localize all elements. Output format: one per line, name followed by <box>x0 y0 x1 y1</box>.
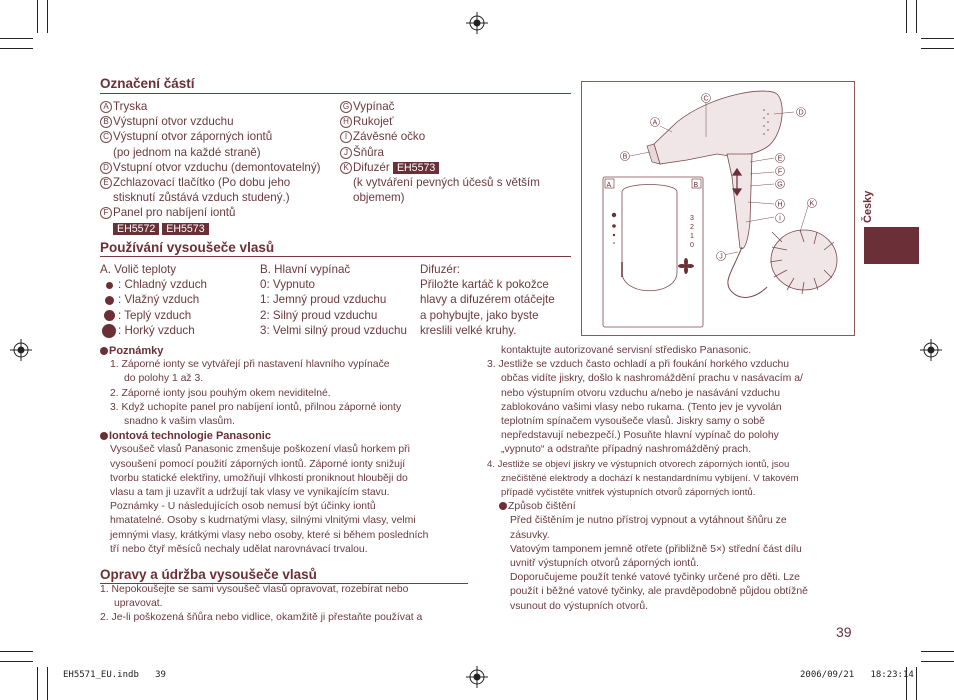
fig-scale-2: 2 <box>690 224 694 231</box>
footer-time: 18:23:14 <box>870 670 914 680</box>
section-title-usage: Používání vysoušeče vlasů <box>100 240 275 255</box>
crop-mark <box>0 661 33 662</box>
fig-label-b: B <box>622 153 628 161</box>
text-line: 4. Jestliže se objeví jiskry ve výstupních otvorech záporných iontů, jsou <box>487 458 790 470</box>
fig-label-k: K <box>809 200 815 208</box>
fig-box-b: B <box>693 182 699 189</box>
dot-medium-icon <box>105 296 114 305</box>
fig-label-g: G <box>777 181 783 189</box>
note-item: 1. Záporné ionty se vytvářejí při nastavení hlavního vypínače <box>110 359 390 371</box>
crop-mark <box>921 38 954 39</box>
letter-badge: K <box>340 162 352 174</box>
text-line: případě vyčistěte vnitřek výstupních otvorů záporných iontů. <box>501 487 756 499</box>
usage-col-switch <box>260 262 407 338</box>
crop-mark <box>916 0 917 33</box>
part-text: Vstupní otvor vzduchu (demontovatelný) <box>113 160 321 174</box>
footer-page: 39 <box>155 670 166 680</box>
language-tab <box>864 227 919 264</box>
part-text: Výstupní otvor vzduchu <box>113 115 234 129</box>
text-line: teplotním spínačem vysoušeče vlasů. Jiskry samy o sobě <box>501 416 765 428</box>
part-item <box>340 114 540 129</box>
letter-badge: D <box>100 162 112 174</box>
temp-item <box>100 323 207 338</box>
repair-item: 2. Je-li poškozená šňůra nebo vidlice, okamžitě ji přestaňte používat a <box>100 612 423 624</box>
switch-item: 1: Jemný proud vzduchu <box>260 293 387 307</box>
language-label: Česky <box>862 190 874 223</box>
crop-mark <box>37 667 38 700</box>
ion-line: tvorbu statické elektřiny, umožňují vlhkosti proniknout hlouběji do <box>110 472 408 484</box>
parts-list-right <box>340 99 540 205</box>
section-rule <box>100 256 571 257</box>
ion-title <box>100 429 428 443</box>
switch-item: 3: Velmi silný proud vzduchu <box>260 323 407 337</box>
fig-scale-3: 3 <box>690 215 694 222</box>
fig-scale-1: 1 <box>690 233 694 240</box>
crop-mark <box>921 651 954 652</box>
dot-small-icon <box>106 282 113 289</box>
text-line: znečištěné elektrody a dochází k nestandardnímu vybíjení. V takovém <box>501 472 799 484</box>
section-title-parts: Označení částí <box>100 76 195 91</box>
note-item: snadno k vašim vlasům. <box>124 416 235 428</box>
footer-datetime <box>800 670 914 680</box>
text-line: nepředstavují nebezpečí.) Posuňte hlavní vypínač do polohy <box>501 430 779 442</box>
part-item <box>100 205 321 220</box>
fig-label-c: C <box>703 95 709 103</box>
letter-badge: F <box>100 207 112 219</box>
letter-badge: I <box>340 131 352 143</box>
ion-line: tří nebo čtyř měsíců nechaly udělat narovnávací trvalou. <box>110 543 368 555</box>
diffuser-line: Difuzér: <box>420 263 460 276</box>
temp-item <box>100 292 207 307</box>
ion-line: vlasu a tam ji uzavřít a udržují tak vlasy ve vynikajícím stavu. <box>110 487 390 499</box>
registration-mark-icon <box>466 666 488 688</box>
usage-col-diffuser <box>420 262 555 338</box>
model-badge: EH5573 <box>162 223 208 235</box>
diffuser-line: Přiložte kartáč k pokožce <box>420 278 549 292</box>
temp-label: : Vlažný vzduch <box>118 293 200 307</box>
usage-col-temperature <box>100 262 207 338</box>
crop-mark <box>0 651 33 652</box>
part-text: Šňůra <box>353 145 384 159</box>
letter-badge: H <box>340 116 352 128</box>
part-item <box>100 114 321 129</box>
temp-label: : Chladný vzduch <box>118 278 207 292</box>
ion-line: Vysoušeč vlasů Panasonic zmenšuje poškození vlasů horkem při <box>110 444 410 456</box>
ion-line: hmatatelné. Osoby s kudrnatými vlasy, silnými vlnitými vlasy, velmi <box>110 515 416 527</box>
hair-dryer-figure <box>581 81 855 336</box>
temperature-title: A. Volič teploty <box>100 263 177 276</box>
part-text: Zchlazovací tlačítko (Po dobu jeho <box>113 176 291 190</box>
hair-dryer-illustration <box>582 82 854 335</box>
switch-item: 2: Silný proud vzduchu <box>260 308 378 322</box>
part-item <box>100 160 321 175</box>
part-item <box>100 129 321 144</box>
model-badge: EH5572 <box>113 223 159 235</box>
text-line: občas vidíte jiskry, došlo k nashromáždění prachu v nasávacím a/ <box>501 373 803 385</box>
diffuser-line: hlavy a difuzérem otáčejte <box>420 293 555 307</box>
footer-file <box>63 670 166 680</box>
clean-title-text: Způsob čištění <box>508 501 576 513</box>
clean-line: Doporučujeme použít tenké vatové tyčinky určené pro děti. Lze <box>510 572 800 584</box>
section-title-repair: Opravy a údržba vysoušeče vlasů <box>100 567 317 582</box>
page-number: 39 <box>836 624 852 640</box>
part-text: Tryska <box>113 100 148 113</box>
note-item: 3. Když uchopíte panel pro nabíjení iontů, přilnou záporné ionty <box>110 401 402 413</box>
crop-mark <box>0 48 33 49</box>
part-note: objemem) <box>353 191 405 205</box>
temp-item <box>100 308 207 323</box>
part-item: (po jednom na každé straně) <box>113 145 261 159</box>
letter-badge: C <box>100 131 112 143</box>
clean-title <box>487 500 808 514</box>
text-line: nebo výstupním otvoru vzduchu a/nebo je nasávání vzduchu <box>501 387 780 399</box>
temp-item <box>100 277 207 292</box>
model-badges <box>100 221 321 236</box>
crop-mark <box>37 0 38 33</box>
part-text: Difuzér <box>353 160 390 174</box>
diffuser-line: a pohybujte, jako byste <box>420 308 539 322</box>
dot-large-icon <box>104 310 115 321</box>
part-item <box>340 145 540 160</box>
bullet-icon <box>100 432 108 440</box>
part-text: Výstupní otvor záporných iontů <box>113 130 273 144</box>
part-item <box>100 99 321 114</box>
clean-line: Vatovým tamponem jemně otřete (přibližně 5×) střední část dílu <box>510 543 802 555</box>
notes-block <box>100 344 428 557</box>
part-text: Panel pro nabíjení iontů <box>113 206 236 220</box>
fig-label-f: F <box>777 168 783 176</box>
diffuser-line: kreslili velké kruhy. <box>420 323 517 337</box>
registration-mark-icon <box>466 12 488 34</box>
crop-mark <box>47 667 48 700</box>
switch-item: 0: Vypnuto <box>260 278 316 292</box>
fig-label-j: J <box>719 253 723 261</box>
crop-mark <box>0 38 33 39</box>
repair-item: upravovat. <box>114 598 163 610</box>
notes-title <box>100 344 428 358</box>
ion-line: jemnými vlasy, krátkými vlasy nebo osoby, které si během posledních <box>110 529 429 541</box>
footer-file-name: EH5571_EU.indb <box>63 670 139 680</box>
clean-line: zásuvky. <box>510 529 550 541</box>
clean-line: použít i běžné vatové tyčinky, ale pravděpodobně půjdou obtížně <box>510 586 808 598</box>
part-item <box>340 160 540 175</box>
crop-mark <box>921 48 954 49</box>
letter-badge: B <box>100 116 112 128</box>
part-text: Rukojeť <box>353 115 394 129</box>
footer-date: 2006/09/21 <box>800 670 855 680</box>
note-item: do polohy 1 až 3. <box>124 373 204 385</box>
registration-mark-icon <box>920 339 942 361</box>
registration-mark-icon <box>10 339 32 361</box>
text-line: kontaktujte autorizované servisní středisko Panasonic. <box>501 345 752 356</box>
text-line: „vypnuto“ a odstraňte případný nashromážděný prach. <box>501 444 752 456</box>
fig-label-a: A <box>652 119 658 127</box>
section-rule <box>100 93 571 94</box>
part-text: Vypínač <box>353 100 395 113</box>
temp-label: : Teplý vzduch <box>118 308 192 322</box>
ion-title-text: Iontová technologie Panasonic <box>109 430 271 443</box>
switch-title: B. Hlavní vypínač <box>260 263 351 276</box>
clean-line: vsunout do výstupních otvorů. <box>510 600 649 612</box>
part-item: stisknutí zůstává vzduch studený.) <box>113 191 290 205</box>
fig-label-e: E <box>777 155 783 163</box>
fig-label-d: D <box>798 109 804 117</box>
crop-mark <box>906 0 907 33</box>
letter-badge: G <box>340 101 352 113</box>
crop-mark <box>921 661 954 662</box>
fig-label-h: H <box>777 201 783 209</box>
part-text: Závěsné očko <box>353 130 426 144</box>
fig-box-a: A <box>606 182 612 189</box>
temp-label: : Horký vzduch <box>118 323 195 337</box>
language-tab-label <box>862 183 878 223</box>
letter-badge: E <box>100 177 112 189</box>
clean-line: uvnitř výstupních otvorů záporných iontů. <box>510 558 699 570</box>
part-item <box>340 99 540 114</box>
part-item <box>340 129 540 144</box>
fig-scale-0: 0 <box>690 242 694 249</box>
notes-title-text: Poznámky <box>109 345 164 357</box>
note-item: 2. Záporné ionty jsou pouhým okem neviditelné. <box>110 387 331 399</box>
bullet-icon <box>100 347 108 355</box>
part-item <box>100 175 321 190</box>
text-line: zablokováno vašimi vlasy nebo rukama. (Tento jev je vyvolán <box>501 401 782 413</box>
right-text-block <box>487 344 808 614</box>
ion-line: vysoušení pomocí použití záporných iontů. Záporné ionty snižují <box>110 458 406 470</box>
part-note: (k vytváření pevných účesů s větším <box>353 176 540 190</box>
letter-badge: J <box>340 147 352 159</box>
ion-line: Poznámky - U následujících osob nemusí být účinky iontů <box>110 501 376 513</box>
letter-badge: A <box>100 101 112 113</box>
crop-mark <box>916 667 917 700</box>
repair-item: 1. Nepokoušejte se sami vysoušeč vlasů opravovat, rozebírat nebo <box>100 584 409 595</box>
dot-xlarge-icon <box>102 324 116 338</box>
fig-label-i: I <box>779 215 781 223</box>
crop-mark <box>47 0 48 33</box>
text-line: 3. Jestliže se vzduch často ochladí a při foukání horkého vzduchu <box>487 359 790 371</box>
model-badge: EH5573 <box>393 162 439 174</box>
bullet-icon <box>499 502 507 510</box>
parts-list-left <box>100 99 321 236</box>
clean-line: Před čištěním je nutno přístroj vypnout a vytáhnout šňůru ze <box>510 515 787 527</box>
repair-block <box>100 583 422 626</box>
